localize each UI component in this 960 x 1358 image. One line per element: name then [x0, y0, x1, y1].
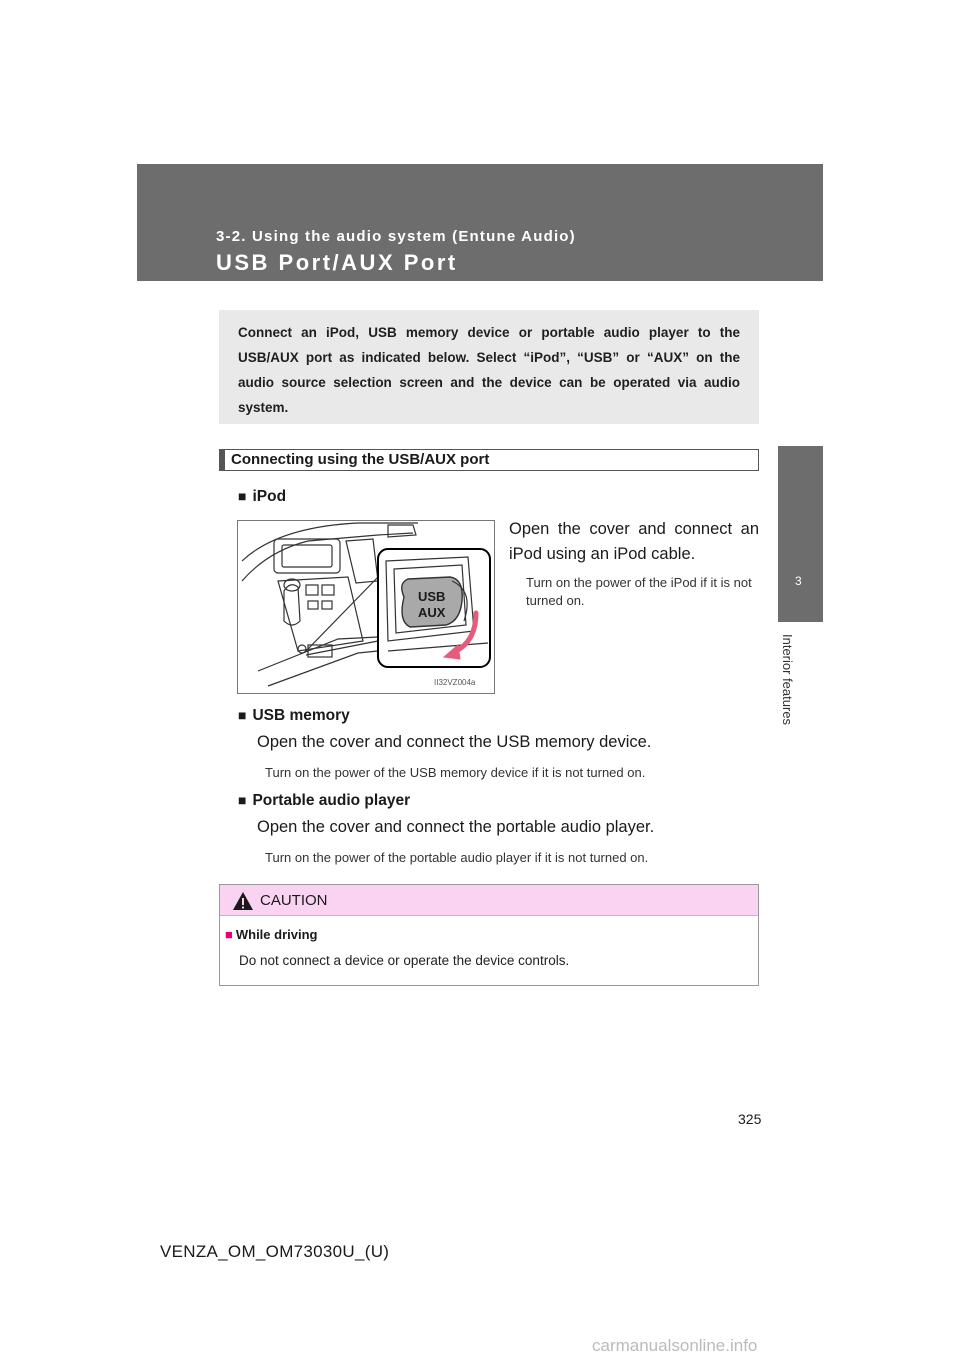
- caution-item-title: [225, 927, 317, 942]
- port-label-aux: AUX: [418, 605, 446, 620]
- bullet-square-icon: ■: [225, 927, 233, 942]
- warning-triangle-icon: [232, 891, 254, 911]
- item-title-usb-memory: [238, 707, 350, 725]
- dashboard-illustration: [238, 521, 494, 693]
- item-text-portable-player: Open the cover and connect the portable audio player.: [257, 818, 655, 836]
- chapter-label: Interior features: [780, 634, 795, 726]
- bullet-square-icon: ■: [238, 792, 247, 808]
- caution-title: CAUTION: [260, 892, 328, 909]
- item-text-usb-memory: Open the cover and connect the USB memory device.: [257, 733, 652, 751]
- item-title-portable-player: [238, 792, 410, 810]
- item-title-ipod: [238, 488, 286, 506]
- chapter-number: 3: [795, 574, 802, 588]
- section-label: 3-2. Using the audio system (Entune Audio): [216, 228, 576, 245]
- bullet-square-icon: ■: [238, 707, 247, 723]
- intro-text: Connect an iPod, USB memory device or portable audio player to the USB/AUX port as indicated below. Select “iPod”, “USB” or “AUX” on the audio source selection screen and the device can be operated via audio system.: [238, 325, 740, 415]
- caution-box: [219, 884, 759, 986]
- watermark: carmanualsonline.info: [592, 1336, 758, 1355]
- item-text-ipod: Open the cover and connect an iPod using an iPod cable.: [509, 520, 759, 563]
- item-title-text: USB memory: [252, 707, 350, 724]
- chapter-tab: [778, 446, 823, 622]
- caution-text: Do not connect a device or operate the device controls.: [239, 953, 570, 968]
- intro-box: [219, 310, 759, 424]
- item-title-text: iPod: [252, 488, 287, 505]
- page-number: 325: [738, 1111, 762, 1127]
- item-note-ipod: Turn on the power of the iPod if it is not turned on.: [526, 575, 752, 608]
- usb-aux-port-figure: [237, 520, 495, 694]
- caution-header: [220, 885, 758, 916]
- page-title: USB Port/AUX Port: [216, 250, 458, 275]
- item-note-portable-player: Turn on the power of the portable audio player if it is not turned on.: [265, 850, 649, 865]
- item-note-usb-memory: Turn on the power of the USB memory device if it is not turned on.: [265, 765, 646, 780]
- section-heading: Connecting using the USB/AUX port: [219, 449, 759, 471]
- figure-code: II32VZ004a: [434, 678, 476, 687]
- port-label-usb: USB: [418, 589, 446, 604]
- bullet-square-icon: ■: [238, 488, 247, 504]
- caution-item-title-text: While driving: [235, 927, 318, 942]
- item-title-text: Portable audio player: [252, 792, 411, 809]
- document-code: VENZA_OM_OM73030U_(U): [160, 1242, 390, 1261]
